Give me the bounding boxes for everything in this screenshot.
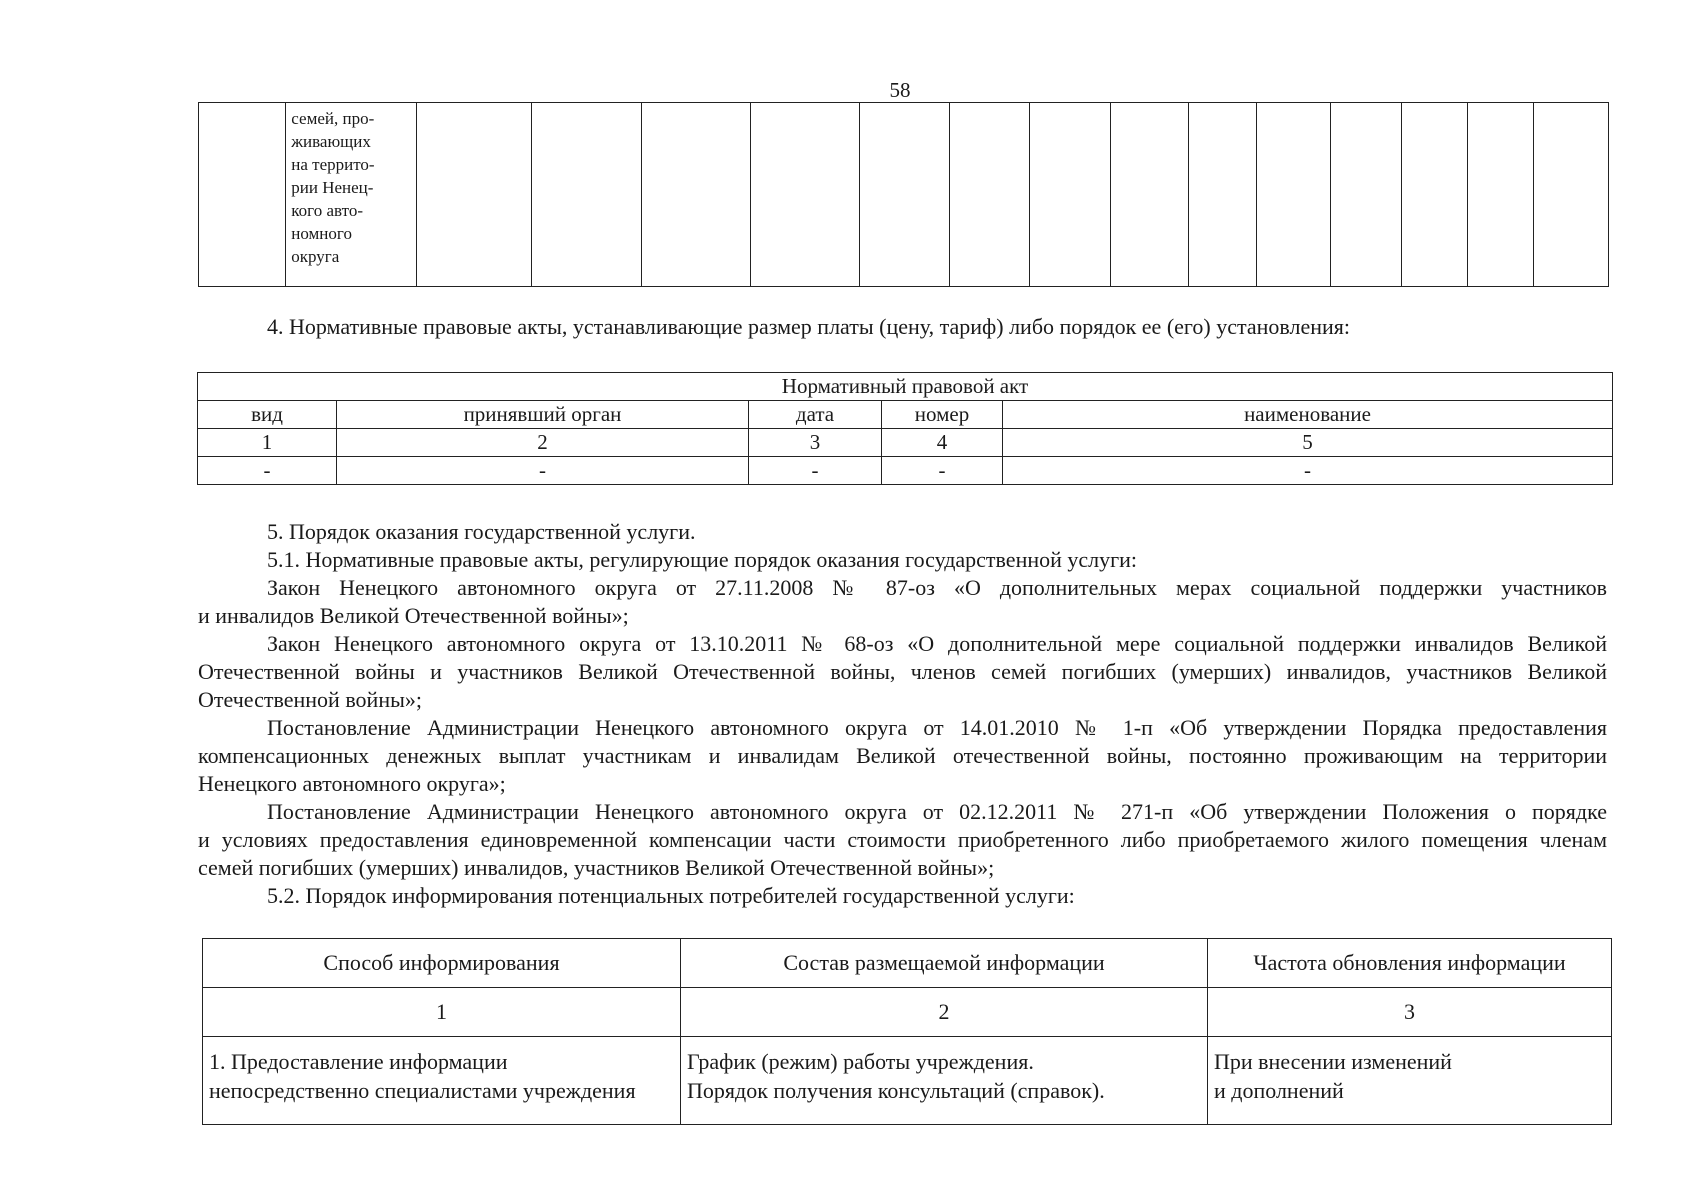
column-header: дата <box>749 401 882 429</box>
table-cell: - <box>198 457 337 485</box>
column-number: 4 <box>882 429 1003 457</box>
column-number: 1 <box>198 429 337 457</box>
column-header: наименование <box>1003 401 1613 429</box>
act-2-line-1: Закон Ненецкого автономного округа от 13.10.2011 № 68-оз «О дополнительной мере социальной поддержки инвалидов Великой <box>267 631 1607 656</box>
column-header: вид <box>198 401 337 429</box>
table-cell <box>1110 103 1189 287</box>
act-3-line-1: Постановление Администрации Ненецкого автономного округа от 14.01.2010 № 1-п «Об утверждении Порядка предоставления <box>267 715 1607 740</box>
table-cell <box>641 103 750 287</box>
table-cell <box>416 103 532 287</box>
cell-line: При внесении изменений <box>1214 1049 1452 1074</box>
table-row <box>203 1037 1612 1125</box>
act-4-line-3: семей погибших (умерших) инвалидов, участников Великой Отечественной войны»; <box>198 855 995 880</box>
act-3-line-3: Ненецкого автономного округа»; <box>198 771 506 796</box>
section-5-1-heading: 5.1. Нормативные правовые акты, регулирующие порядок оказания государственной услуги: <box>267 547 1138 572</box>
table-row <box>198 457 1613 485</box>
act-1-line-1: Закон Ненецкого автономного округа от 27.11.2008 № 87-оз «О дополнительных мерах социальной поддержки участников <box>267 575 1607 600</box>
table-cell <box>860 103 949 287</box>
section-4-heading: 4. Нормативные правовые акты, устанавливающие размер платы (цену, тариф) либо порядок ее (его) установления: <box>267 314 1351 339</box>
cell-line: непосредственно специалистами учреждения <box>209 1078 636 1103</box>
table-cell <box>1208 1037 1612 1125</box>
page-number: 58 <box>889 78 911 102</box>
column-header: Способ информирования <box>203 939 681 988</box>
column-number: 5 <box>1003 429 1613 457</box>
column-header: Частота обновления информации <box>1208 939 1612 988</box>
table-cell <box>1256 103 1331 287</box>
table-cell <box>203 1037 681 1125</box>
table-cell <box>1331 103 1401 287</box>
act-3-line-2: компенсационных денежных выплат участникам и инвалидам Великой отечественной войны, постоянно проживающим на территории <box>198 743 1607 768</box>
column-number: 2 <box>681 988 1208 1037</box>
cell-line: График (режим) работы учреждения. <box>687 1049 1034 1074</box>
table-cell <box>1029 103 1110 287</box>
table-cell <box>1534 103 1609 287</box>
table-cell <box>286 103 416 287</box>
table-title: Нормативный правовой акт <box>198 373 1613 401</box>
act-4-line-1: Постановление Администрации Ненецкого автономного округа от 02.12.2011 № 271-п «Об утверждении Положения о порядке <box>267 799 1607 824</box>
column-header: Состав размещаемой информации <box>681 939 1208 988</box>
table-cell <box>532 103 641 287</box>
table-cell <box>1401 103 1467 287</box>
section-5-heading: 5. Порядок оказания государственной услуги. <box>267 519 696 544</box>
act-4-line-2: и условиях предоставления единовременной компенсации части стоимости приобретенного либо приобретаемого жилого помещения членам <box>198 827 1607 852</box>
table-cell <box>750 103 859 287</box>
table-cell <box>681 1037 1208 1125</box>
column-number: 2 <box>337 429 749 457</box>
table-cell <box>1467 103 1533 287</box>
act-2-line-3: Отечественной войны»; <box>198 687 422 712</box>
column-header: принявший орган <box>337 401 749 429</box>
cell-line: Порядок получения консультаций (справок). <box>687 1078 1105 1103</box>
column-number: 1 <box>203 988 681 1037</box>
table-cell: - <box>749 457 882 485</box>
table-cell: - <box>882 457 1003 485</box>
continuation-table <box>198 102 1609 287</box>
table-cell <box>199 103 286 287</box>
table-cell: - <box>1003 457 1613 485</box>
informing-table <box>202 938 1612 1125</box>
table-cell <box>1189 103 1256 287</box>
act-1-line-2: и инвалидов Великой Отечественной войны»; <box>198 603 629 628</box>
table-cell: - <box>337 457 749 485</box>
normative-act-table <box>197 372 1613 485</box>
column-number: 3 <box>1208 988 1612 1037</box>
column-number: 3 <box>749 429 882 457</box>
cell-text: семей, про- живающих на террито- рии Ненец- кого авто- номного округа <box>291 109 375 266</box>
section-5-2-heading: 5.2. Порядок информирования потенциальных потребителей государственной услуги: <box>267 883 1075 908</box>
cell-line: 1. Предоставление информации <box>209 1049 508 1074</box>
column-header: номер <box>882 401 1003 429</box>
table-cell <box>949 103 1029 287</box>
cell-line: и дополнений <box>1214 1078 1344 1103</box>
act-2-line-2: Отечественной войны и участников Великой Отечественной войны, членов семей погибших (умерших) инвалидов, участников Великой <box>198 659 1607 684</box>
